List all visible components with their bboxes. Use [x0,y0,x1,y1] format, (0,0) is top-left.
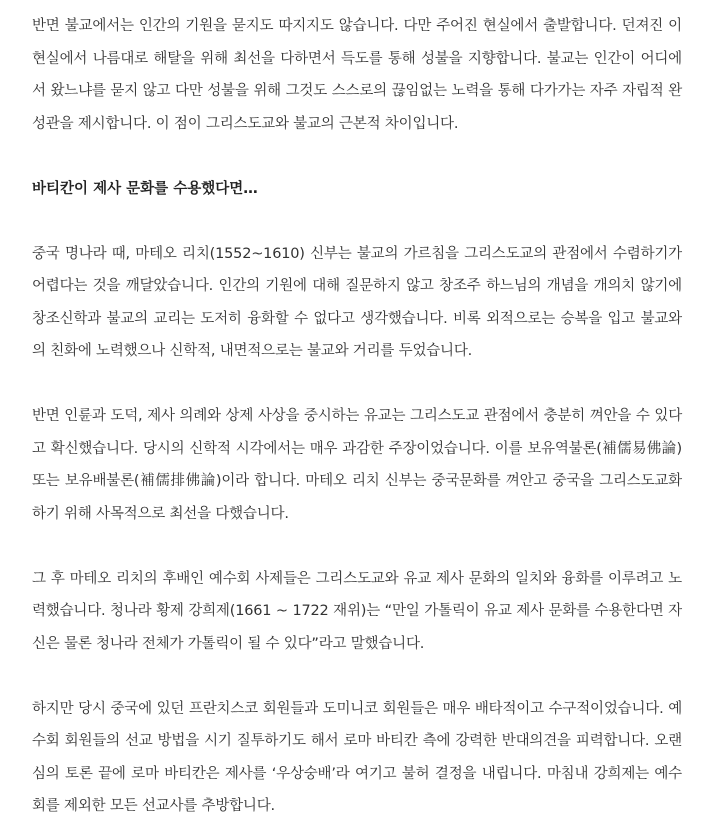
paragraph-spacer [32,140,682,173]
paragraph-buddhism-origin: 반면 불교에서는 인간의 기원을 묻지도 따지지도 않습니다. 다만 주어진 현실에서 출발합니다. 던져진 이 현실에서 나름대로 해탈을 위해 최선을 다하면서 득도를 통해 성불을 지향합니다. 불교는 인간이 어디에서 왔느냐를 묻지 않고 다만 성불을 위해 그것도 스스로의 끊임없는 노력을 통해 다가가는 자주 자립적 완성관을 제시합니다. 이 점이 그리스도교와 불교의 근본적 차이입니다. [32,18,682,132]
paragraph-confucianism: 반면 인륜과 도덕, 제사 의례와 상제 사상을 중시하는 유교는 그리스도교 관점에서 충분히 껴안을 수 있다고 확신했습니다. 당시의 신학적 시각에서는 매우 과감한 주장이었습니다. 이를 보유역불론(補儒易佛論) 또는 보유배불론(補儒排佛論)이라 합니다. 마테오 리치 신부는 중국문화를 껴안고 중국을 그리스도교화하기 위해 사목적으로 최선을 다했습니다. [32,408,682,522]
article-body [32,10,682,823]
paragraph-spacer [32,205,682,238]
paragraph-spacer [32,660,682,693]
paragraph-matteo-ricci: 중국 명나라 때, 마테오 리치(1552~1610) 신부는 불교의 가르침을 그리스도교의 관점에서 수렴하기가 어렵다는 것을 깨달았습니다. 인간의 기원에 대해 질문하지 않고 창조주 하느님의 개념을 개의치 않기에 창조신학과 불교의 교리는 도저히 융화할 수 없다고 생각했습니다. 비록 외적으로는 승복을 입고 불교와의 친화에 노력했으나 신학적, 내면적으로는 불교와 거리를 두었습니다. [32,245,682,359]
paragraph-spacer [32,530,682,563]
section-heading: 바티칸이 제사 문화를 수용했다면… [32,180,258,197]
paragraph-spacer [32,368,682,401]
paragraph-jesuits-kangxi: 그 후 마테오 리치의 후배인 예수회 사제들은 그리스도교와 유교 제사 문화의 일치와 융화를 이루려고 노력했습니다. 청나라 황제 강희제(1661 ~ 1722 재위)는 “만일 가톨릭이 유교 제사 문화를 수용한다면 자신은 물론 청나라 전체가 가톨릭이 될 수 있다”라고 말했습니다. [32,570,682,652]
paragraph-rites-controversy: 하지만 당시 중국에 있던 프란치스코 회원들과 도미니코 회원들은 매우 배타적이고 수구적이었습니다. 예수회 회원들의 선교 방법을 시기 질투하기도 해서 로마 바티칸 측에 강력한 반대의견을 피력합니다. 오랜 심의 토론 끝에 로마 바티칸은 제사를 ‘우상숭배’라 여기고 불허 결정을 내립니다. 마침내 강희제는 예수회를 제외한 모든 선교사를 추방합니다. [32,700,682,814]
